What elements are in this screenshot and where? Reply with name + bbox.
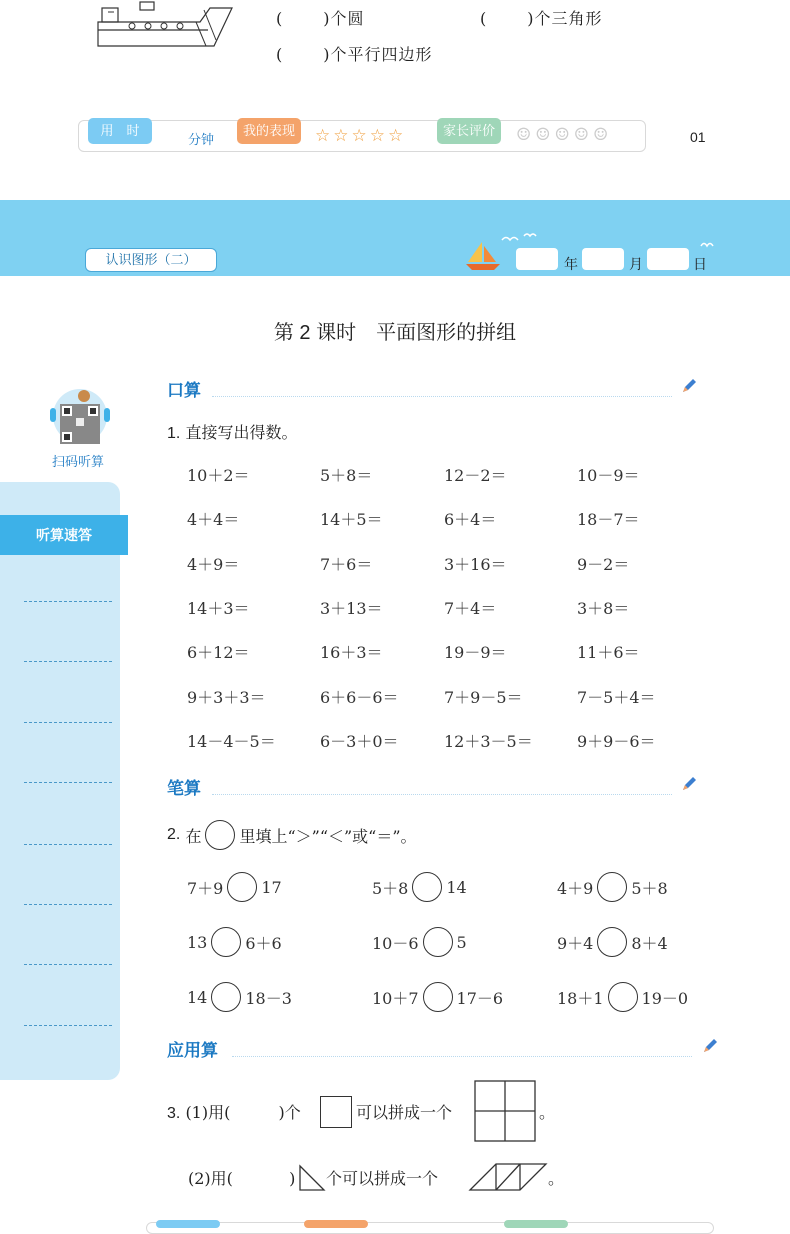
right-expression: 5 (456, 932, 467, 952)
q2-prompt: 2. 在 里填上“＞”“＜”或“＝”。 (167, 820, 417, 850)
section-oral: 口算 (167, 381, 201, 400)
left-expression: 14 (187, 987, 208, 1007)
compare-circle-input[interactable] (423, 982, 453, 1012)
right-expression: 17－6 (456, 988, 504, 1008)
answer-line[interactable] (24, 904, 112, 905)
year-label: 年 (564, 256, 578, 272)
oral-expression[interactable]: 10＋2＝ (187, 466, 250, 485)
performance-tag: 我的表现 (237, 118, 301, 144)
left-expression: 10＋7 (372, 988, 419, 1008)
big-square-shape (474, 1080, 536, 1142)
answer-line[interactable] (24, 782, 112, 783)
time-tag-bottom (156, 1220, 220, 1228)
small-square-shape (320, 1096, 352, 1128)
q3-part2: (2)用( ) (188, 1169, 296, 1188)
comparison-item (187, 872, 282, 902)
right-expression: 14 (446, 877, 467, 897)
section-applied: 应用算 (167, 1041, 218, 1060)
oral-expression[interactable]: 14－4－5＝ (187, 732, 276, 751)
compare-circle-input[interactable] (597, 927, 627, 957)
pencil-icon (681, 776, 697, 792)
oral-expression[interactable]: 11＋6＝ (577, 643, 640, 662)
lesson-title: 第 2 课时 平面图形的拼组 (273, 322, 517, 344)
section-written: 笔算 (167, 779, 201, 798)
oral-expression[interactable]: 19－9＝ (444, 643, 507, 662)
compare-circle-input[interactable] (227, 872, 257, 902)
left-expression: 5＋8 (372, 878, 409, 898)
oral-expression[interactable]: 3＋16＝ (444, 555, 507, 574)
parallelogram-shape (468, 1162, 548, 1192)
q1-prompt: 1. 直接写出得数。 (167, 423, 298, 442)
answer-line[interactable] (24, 601, 112, 602)
unit-title: 认识图形（二） (85, 248, 217, 272)
oral-expression[interactable]: 6＋4＝ (444, 510, 497, 529)
page-number: 01 (690, 129, 706, 145)
comparison-item (557, 872, 668, 902)
answer-line[interactable] (24, 964, 112, 965)
oral-expression[interactable]: 9＋9－6＝ (577, 732, 656, 751)
day-input[interactable] (647, 248, 689, 270)
right-expression: 18－3 (245, 988, 292, 1008)
triangle-shape (298, 1164, 326, 1192)
performance-tag-bottom (304, 1220, 368, 1228)
divider (212, 396, 672, 397)
comparison-item (372, 927, 467, 957)
qr-code-icon[interactable] (48, 386, 112, 450)
compare-circle-input[interactable] (608, 982, 638, 1012)
example-circle (205, 820, 235, 850)
oral-expression[interactable]: 10－9＝ (577, 466, 640, 485)
parent-tag-bottom (504, 1220, 568, 1228)
smiley-rating[interactable]: ☺☺☺☺☺ (516, 125, 613, 145)
listen-answer-tab[interactable]: 听算速答 (0, 515, 128, 555)
left-expression: 9＋4 (557, 933, 594, 953)
oral-expression[interactable]: 6＋6－6＝ (320, 688, 399, 707)
compare-circle-input[interactable] (597, 872, 627, 902)
right-expression: 8＋4 (631, 933, 668, 953)
q3-part1: 3. (1)用( )个 (167, 1103, 301, 1122)
time-tag: 用 时 (88, 118, 152, 144)
pencil-icon (681, 378, 697, 394)
answer-line[interactable] (24, 661, 112, 662)
answer-line[interactable] (24, 844, 112, 845)
month-input[interactable] (582, 248, 624, 270)
compare-circle-input[interactable] (423, 927, 453, 957)
oral-expression[interactable]: 3＋13＝ (320, 599, 383, 618)
parent-tag: 家长评价 (437, 118, 501, 144)
comparison-item (557, 927, 668, 957)
record-bar-bottom (146, 1222, 714, 1234)
blank-parallelograms: ( )个平行四边形 (276, 45, 433, 64)
oral-expression[interactable]: 4＋4＝ (187, 510, 240, 529)
month-label: 月 (629, 256, 643, 272)
sailboat-icon (464, 240, 504, 272)
right-expression: 19－0 (641, 988, 689, 1008)
oral-expression[interactable]: 5＋8＝ (320, 466, 373, 485)
comparison-item (557, 982, 688, 1012)
oral-expression[interactable]: 7＋6＝ (320, 555, 373, 574)
divider (212, 794, 672, 795)
ship-figure (96, 0, 236, 52)
answer-line[interactable] (24, 722, 112, 723)
right-expression: 6＋6 (245, 933, 282, 953)
q3-part1-tail: 可以拼成一个 (356, 1103, 453, 1122)
seagull-icon (700, 238, 714, 250)
blank-circles: ( )个圆 (276, 9, 365, 28)
q3-part2-tail: 个可以拼成一个 (326, 1169, 439, 1188)
left-expression: 10－6 (372, 933, 419, 953)
oral-expression[interactable]: 3＋8＝ (577, 599, 630, 618)
compare-circle-input[interactable] (211, 927, 241, 957)
left-expression: 4＋9 (557, 878, 594, 898)
right-expression: 17 (261, 877, 282, 897)
answer-line[interactable] (24, 1025, 112, 1026)
oral-expression[interactable]: 18－7＝ (577, 510, 640, 529)
oral-expression[interactable]: 7＋9－5＝ (444, 688, 523, 707)
blank-triangles: ( )个三角形 (480, 9, 603, 28)
minute-label: 分钟 (188, 132, 215, 147)
comparison-item (372, 982, 503, 1012)
sidebar-panel (0, 482, 120, 1080)
year-input[interactable] (516, 248, 558, 270)
comparison-item (372, 872, 467, 902)
pencil-icon (702, 1038, 718, 1054)
oral-expression[interactable]: 14＋3＝ (187, 599, 250, 618)
left-expression: 13 (187, 932, 208, 952)
comparison-item (187, 982, 292, 1012)
oral-expression[interactable]: 4＋9＝ (187, 555, 240, 574)
right-expression: 5＋8 (631, 878, 668, 898)
oral-expression[interactable]: 14＋5＝ (320, 510, 383, 529)
oral-expression[interactable]: 7－5＋4＝ (577, 688, 656, 707)
divider (232, 1056, 692, 1057)
seagull-icon (500, 232, 540, 246)
comparison-item (187, 927, 282, 957)
oral-expression[interactable]: 7＋4＝ (444, 599, 497, 618)
left-expression: 18＋1 (557, 988, 604, 1008)
oral-expression[interactable]: 12＋3－5＝ (444, 732, 533, 751)
star-rating[interactable]: ☆☆☆☆☆ (315, 126, 407, 146)
oral-expression[interactable]: 6＋12＝ (187, 643, 250, 662)
oral-expression[interactable]: 9－2＝ (577, 555, 630, 574)
compare-circle-input[interactable] (211, 982, 241, 1012)
day-label: 日 (693, 256, 707, 272)
oral-expression[interactable]: 16＋3＝ (320, 643, 383, 662)
scan-label: 扫码听算 (52, 454, 105, 469)
left-expression: 7＋9 (187, 878, 224, 898)
oral-expression[interactable]: 9＋3＋3＝ (187, 688, 266, 707)
oral-expression[interactable]: 6－3＋0＝ (320, 732, 399, 751)
oral-expression[interactable]: 12－2＝ (444, 466, 507, 485)
compare-circle-input[interactable] (412, 872, 442, 902)
